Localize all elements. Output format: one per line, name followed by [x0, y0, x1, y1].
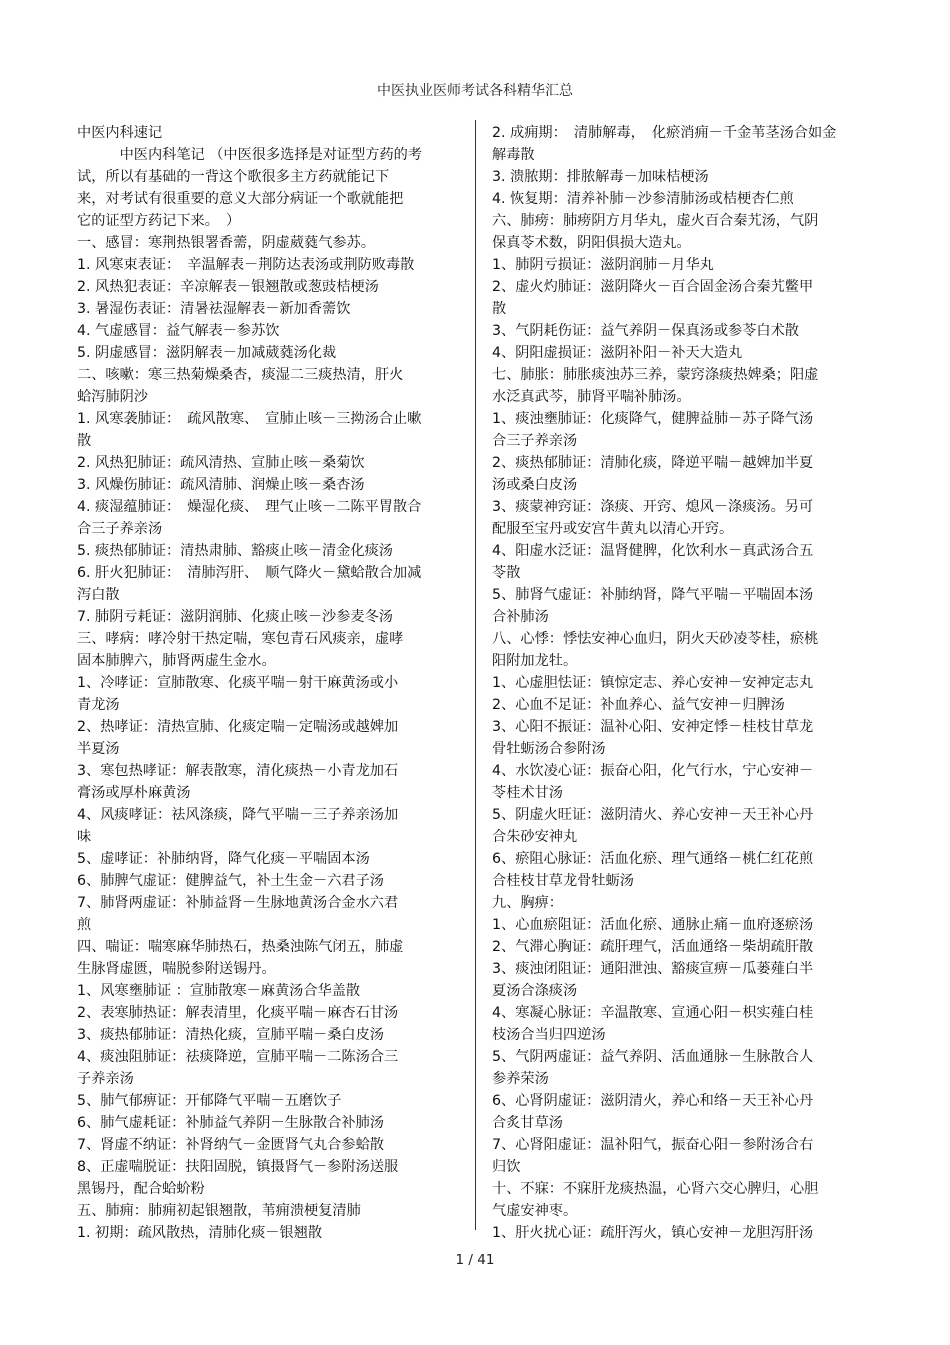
text-line: 合桂枝甘草龙骨牡蛎汤	[492, 873, 634, 889]
text-line: 2. 成痈期： 清肺解毒， 化瘀消痈－千金苇茎汤合如金	[492, 125, 837, 141]
text-line: 4、风痰哮证：祛风涤痰，降气平喘－三子养亲汤加	[77, 807, 399, 823]
text-line: 二、咳嗽：寒三热菊燥桑杏，痰湿二三痰热清，肝火	[77, 367, 404, 383]
text-line: 6、肺脾气虚证：健脾益气，补土生金－六君子汤	[77, 873, 384, 889]
text-line: 5、气阴两虚证：益气养阴、活血通脉－生脉散合人	[492, 1049, 814, 1065]
text-line: 阳附加龙牡。	[492, 653, 578, 669]
text-line: 四、喘证：喘寒麻华肺热石，热桑浊陈气闭五，肺虚	[77, 939, 404, 955]
text-line: 散	[77, 433, 92, 449]
text-line: 配服至宝丹或安宫牛黄丸以清心开窍。	[492, 521, 734, 537]
text-line: 8、正虚喘脱证：扶阳固脱，镇摄肾气－参附汤送服	[77, 1159, 399, 1175]
text-line: 4. 痰湿蕴肺证： 燥湿化痰、 理气止咳－二陈平胃散合	[77, 499, 422, 515]
text-line: 1. 风寒束表证： 辛温解表－荆防达表汤或荆防败毒散	[77, 257, 415, 273]
text-line: 7、心肾阳虚证：温补阳气，振奋心阳－参附汤合右	[492, 1137, 814, 1153]
text-line: 2、心血不足证：补血养心、益气安神－归脾汤	[492, 697, 785, 713]
text-line: 3、寒包热哮证：解表散寒，清化痰热－小青龙加石	[77, 763, 399, 779]
text-line: 3、痰浊闭阻证：通阳泄浊、豁痰宣痹－瓜蒌薤白半	[492, 961, 814, 977]
text-line: 5、肺肾气虚证：补肺纳肾，降气平喘－平喘固本汤	[492, 587, 814, 603]
text-line: 5、虚哮证：补肺纳肾，降气化痰－平喘固本汤	[77, 851, 370, 867]
text-line: 4、阳虚水泛证：温肾健脾，化饮利水－真武汤合五	[492, 543, 814, 559]
text-line: 参养荣汤	[492, 1071, 549, 1087]
text-line: 5、肺气郁痹证：开郁降气平喘－五磨饮子	[77, 1093, 342, 1109]
text-line: 试，所以有基础的一背这个歌很多主方药就能记下	[77, 169, 390, 185]
text-line: 合三子养亲汤	[77, 521, 163, 537]
text-line: 1. 初期：疏风散热，清肺化痰－银翘散	[77, 1225, 323, 1241]
text-line: 骨牡蛎汤合参附汤	[492, 741, 606, 757]
text-line: 5. 痰热郁肺证：清热肃肺、豁痰止咳－清金化痰汤	[77, 543, 393, 559]
right-column	[492, 122, 844, 1244]
text-line: 2、热哮证：清热宣肺、化痰定喘－定喘汤或越婢加	[77, 719, 399, 735]
text-line: 3. 暑湿伤表证：清暑祛湿解表－新加香薷饮	[77, 301, 351, 317]
text-line: 苓散	[492, 565, 521, 581]
text-line: 中医内科笔记 （中医很多选择是对证型方药的考	[77, 147, 423, 163]
text-line: 1、心血瘀阻证：活血化瘀、通脉止痛－血府逐瘀汤	[492, 917, 814, 933]
text-line: 1、肺阴亏损证：滋阴润肺－月华丸	[492, 257, 714, 273]
text-line: 水泛真武芩，肺肾平喘补肺汤。	[492, 389, 691, 405]
text-line: 苓桂术甘汤	[492, 785, 563, 801]
text-line: 4、痰浊阻肺证：祛痰降逆，宣肺平喘－二陈汤合三	[77, 1049, 399, 1065]
text-line: 1、肝火扰心证：疏肝泻火，镇心安神－龙胆泻肝汤	[492, 1225, 814, 1241]
text-line: 归饮	[492, 1159, 521, 1175]
text-line: 合三子养亲汤	[492, 433, 578, 449]
text-line: 3. 溃脓期：排脓解毒－加味桔梗汤	[492, 169, 709, 185]
text-line: 合补肺汤	[492, 609, 549, 625]
text-line: 三、哮病：哮冷射干热定喘，寒包青石风痰亲，虚哮	[77, 631, 404, 647]
text-line: 六、肺痨：肺痨阴方月华丸，虚火百合秦艽汤，气阴	[492, 213, 819, 229]
text-line: 5. 阴虚感冒：滋阴解表－加减葳蕤汤化裁	[77, 345, 337, 361]
text-line: 生脉肾虚匮，喘脱参附送锡丹。	[77, 961, 276, 977]
text-line: 来，对考试有很重要的意义大部分病证一个歌就能把	[77, 191, 404, 207]
text-line: 膏汤或厚朴麻黄汤	[77, 785, 191, 801]
page-header: 中医执业医师考试各科精华汇总	[377, 83, 573, 99]
text-line: 蛤泻肺阴沙	[77, 389, 148, 405]
text-line: 6、心肾阴虚证：滋阴清火，养心和络－天王补心丹	[492, 1093, 814, 1109]
text-line: 4、水饮凌心证：振奋心阳，化气行水，宁心安神－	[492, 763, 814, 779]
text-line: 3、痰蒙神窍证：涤痰、开窍、熄风－涤痰汤。另可	[492, 499, 814, 515]
text-line: 七、肺胀：肺胀痰浊苏三养，蒙窍涤痰热婢桑；阳虚	[492, 367, 819, 383]
text-line: 泻白散	[77, 587, 120, 603]
text-line: 中医内科速记	[77, 125, 163, 141]
text-line: 固本肺脾六，肺肾两虚生金水。	[77, 653, 276, 669]
text-line: 保真苓术数，阴阳俱损大造丸。	[492, 235, 691, 251]
text-line: 7、肺肾两虚证：补肺益肾－生脉地黄汤合金水六君	[77, 895, 399, 911]
text-line: 半夏汤	[77, 741, 120, 757]
text-line: 合朱砂安神丸	[492, 829, 578, 845]
text-line: 2、气滞心胸证：疏肝理气，活血通络－柴胡疏肝散	[492, 939, 814, 955]
text-line: 合炙甘草汤	[492, 1115, 563, 1131]
text-line: 3、痰热郁肺证：清热化痰，宣肺平喘－桑白皮汤	[77, 1027, 384, 1043]
text-line: 解毒散	[492, 147, 535, 163]
text-line: 1、痰浊壅肺证：化痰降气，健脾益肺－苏子降气汤	[492, 411, 814, 427]
text-line: 4、寒凝心脉证：辛温散寒、宣通心阳－枳实薤白桂	[492, 1005, 814, 1021]
left-column	[77, 122, 441, 1244]
text-line: 它的证型方药记下来。 ）	[77, 213, 241, 229]
page-number: 1 / 41	[455, 1252, 495, 1268]
text-line: 7、肾虚不纳证：补肾纳气－金匮肾气丸合参蛤散	[77, 1137, 384, 1153]
text-line: 十、不寐：不寐肝龙痰热温，心肾六交心脾归，心胆	[492, 1181, 819, 1197]
text-line: 散	[492, 301, 507, 317]
text-line: 煎	[77, 917, 92, 933]
text-line: 4. 恢复期：清养补肺－沙参清肺汤或桔梗杏仁煎	[492, 191, 794, 207]
text-line: 味	[77, 829, 92, 845]
text-line: 汤或桑白皮汤	[492, 477, 578, 493]
text-line: 3. 风燥伤肺证：疏风清肺、润燥止咳－桑杏汤	[77, 477, 365, 493]
text-line: 一、感冒：寒荆热银署香薷，阴虚葳蕤气参苏。	[77, 235, 375, 251]
text-line: 2. 风热犯肺证：疏风清热、宣肺止咳－桑菊饮	[77, 455, 365, 471]
text-line: 6、肺气虚耗证：补肺益气养阴－生脉散合补肺汤	[77, 1115, 384, 1131]
text-line: 5、阴虚火旺证：滋阴清火、养心安神－天王补心丹	[492, 807, 814, 823]
column-divider	[475, 120, 476, 1230]
text-line: 4、阴阳虚损证：滋阴补阳－补天大造丸	[492, 345, 743, 361]
text-line: 7. 肺阴亏耗证：滋阴润肺、化痰止咳－沙参麦冬汤	[77, 609, 393, 625]
text-line: 6、瘀阻心脉证：活血化瘀、理气通络－桃仁红花煎	[492, 851, 814, 867]
text-line: 6. 肝火犯肺证： 清肺泻肝、 顺气降火－黛蛤散合加减	[77, 565, 422, 581]
text-line: 黑锡丹，配合蛤蚧粉	[77, 1181, 205, 1197]
text-line: 子养亲汤	[77, 1071, 134, 1087]
text-line: 3、气阴耗伤证：益气养阴－保真汤或参苓白术散	[492, 323, 799, 339]
text-line: 气虚安神枣。	[492, 1203, 578, 1219]
text-line: 2、虚火灼肺证：滋阴降火－百合固金汤合秦艽鳖甲	[492, 279, 814, 295]
text-line: 枝汤合当归四逆汤	[492, 1027, 606, 1043]
text-line: 八、心悸：悸怯安神心血归，阴火天砂凌苓桂，瘀桃	[492, 631, 819, 647]
text-line: 1. 风寒袭肺证： 疏风散寒、 宣肺止咳－三拗汤合止嗽	[77, 411, 422, 427]
text-line: 3、心阳不振证：温补心阳、安神定悸－桂枝甘草龙	[492, 719, 814, 735]
text-line: 2、痰热郁肺证：清肺化痰，降逆平喘－越婢加半夏	[492, 455, 814, 471]
text-line: 4. 气虚感冒：益气解表－参苏饮	[77, 323, 280, 339]
text-line: 五、肺痈：肺痈初起银翘散，苇痈溃梗复清肺	[77, 1203, 361, 1219]
text-line: 青龙汤	[77, 697, 120, 713]
text-line: 2、表寒肺热证：解表清里，化痰平喘－麻杏石甘汤	[77, 1005, 399, 1021]
text-line: 1、冷哮证：宣肺散寒、化痰平喘－射干麻黄汤或小	[77, 675, 399, 691]
text-line: 夏汤合涤痰汤	[492, 983, 578, 999]
text-line: 1、风寒壅肺证 ：宣肺散寒－麻黄汤合华盖散	[77, 983, 361, 999]
text-line: 九、胸痹：	[492, 895, 563, 911]
text-line: 2. 风热犯表证：辛凉解表－银翘散或葱豉桔梗汤	[77, 279, 379, 295]
text-line: 1、心虚胆怯证：镇惊定志、养心安神－安神定志丸	[492, 675, 814, 691]
